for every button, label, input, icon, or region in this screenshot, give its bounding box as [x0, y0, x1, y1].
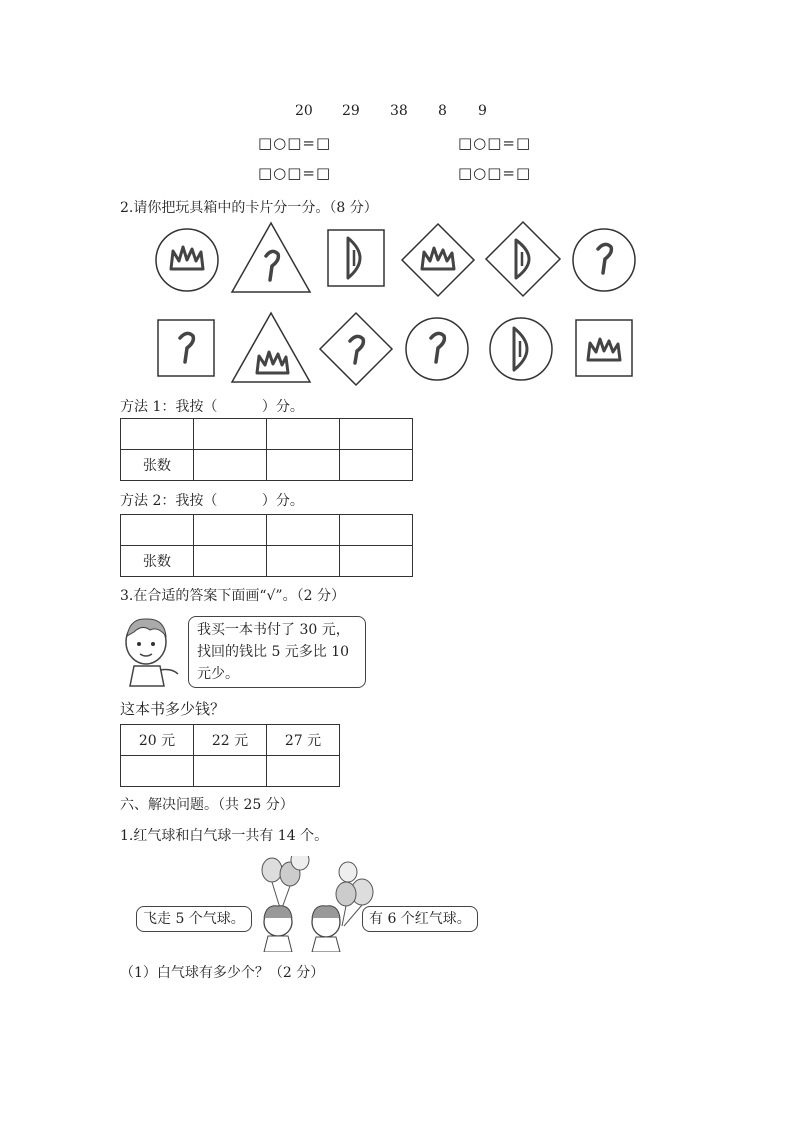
- question-3-title: 3.在合适的答案下面画“√”。（2 分）: [120, 588, 345, 604]
- method-2-label: 方法 2：我按（ ）分。: [120, 493, 304, 509]
- price-options-table: [120, 724, 340, 787]
- boy-illustration: [118, 612, 182, 688]
- question-3-prompt: 这本书多少钱？: [120, 700, 226, 718]
- children-balloons-illustration: [250, 856, 380, 952]
- section-6-title: 六、解决问题。（共 25 分）: [120, 797, 294, 813]
- hook-circle-card: [404, 316, 470, 382]
- table-cell[interactable]: [267, 546, 340, 577]
- crown-diamond-card: [400, 222, 476, 298]
- speech-bubble: [188, 616, 366, 688]
- crown-square-card: [574, 318, 634, 378]
- count-label: 张数: [121, 450, 194, 481]
- hook-diamond-card: [318, 311, 394, 387]
- table-cell[interactable]: [340, 515, 413, 546]
- table-cell[interactable]: [121, 419, 194, 450]
- equation-blank[interactable]: □○□=□: [458, 164, 532, 182]
- moon-diamond-card: [484, 220, 562, 298]
- method-1-table: [120, 418, 413, 481]
- table-cell[interactable]: [267, 450, 340, 481]
- speech-line: 找回的钱比 5 元多比 10: [197, 644, 350, 660]
- count-label: 张数: [121, 546, 194, 577]
- number-item: 29: [342, 103, 360, 119]
- speech-line: 我买一本书付了 30 元，: [197, 622, 350, 638]
- bubble-right: 有 6 个红气球。: [362, 906, 478, 932]
- table-cell[interactable]: [194, 546, 267, 577]
- method-1-label: 方法 1：我按（ ）分。: [120, 399, 304, 415]
- table-cell[interactable]: [121, 515, 194, 546]
- crown-triangle-card: [230, 310, 312, 384]
- moon-square-card: [326, 228, 386, 288]
- table-cell[interactable]: [194, 419, 267, 450]
- moon-circle-card: [488, 316, 554, 382]
- number-item: 8: [438, 103, 447, 119]
- bubble-left: 飞走 5 个气球。: [136, 906, 252, 932]
- equation-blank[interactable]: □○□=□: [258, 164, 332, 182]
- number-item: 20: [295, 103, 313, 119]
- equation-blank[interactable]: □○□=□: [258, 134, 332, 152]
- check-cell[interactable]: [121, 756, 194, 787]
- table-cell[interactable]: [267, 419, 340, 450]
- number-row: [0, 103, 794, 123]
- equation-blank[interactable]: □○□=□: [458, 134, 532, 152]
- method-2-table: [120, 514, 413, 577]
- option-27: 27 元: [267, 725, 340, 756]
- number-item: 9: [478, 103, 487, 119]
- table-cell[interactable]: [340, 546, 413, 577]
- check-cell[interactable]: [267, 756, 340, 787]
- crown-circle-card: [154, 227, 220, 293]
- speech-line: 元少。: [197, 666, 239, 682]
- hook-circle-card: [571, 227, 637, 293]
- question-2-title: 2.请你把玩具箱中的卡片分一分。（8 分）: [120, 200, 378, 216]
- option-22: 22 元: [194, 725, 267, 756]
- option-20: 20 元: [121, 725, 194, 756]
- table-cell[interactable]: [340, 450, 413, 481]
- table-cell[interactable]: [340, 419, 413, 450]
- table-cell[interactable]: [194, 515, 267, 546]
- sub-question-1: （1）白气球有多少个？（2 分）: [120, 965, 325, 981]
- table-cell[interactable]: [194, 450, 267, 481]
- hook-triangle-card: [230, 220, 312, 294]
- number-item: 38: [390, 103, 408, 119]
- table-cell[interactable]: [267, 515, 340, 546]
- check-cell[interactable]: [194, 756, 267, 787]
- problem-1-text: 1.红气球和白气球一共有 14 个。: [120, 828, 329, 844]
- hook-square-card: [156, 318, 216, 378]
